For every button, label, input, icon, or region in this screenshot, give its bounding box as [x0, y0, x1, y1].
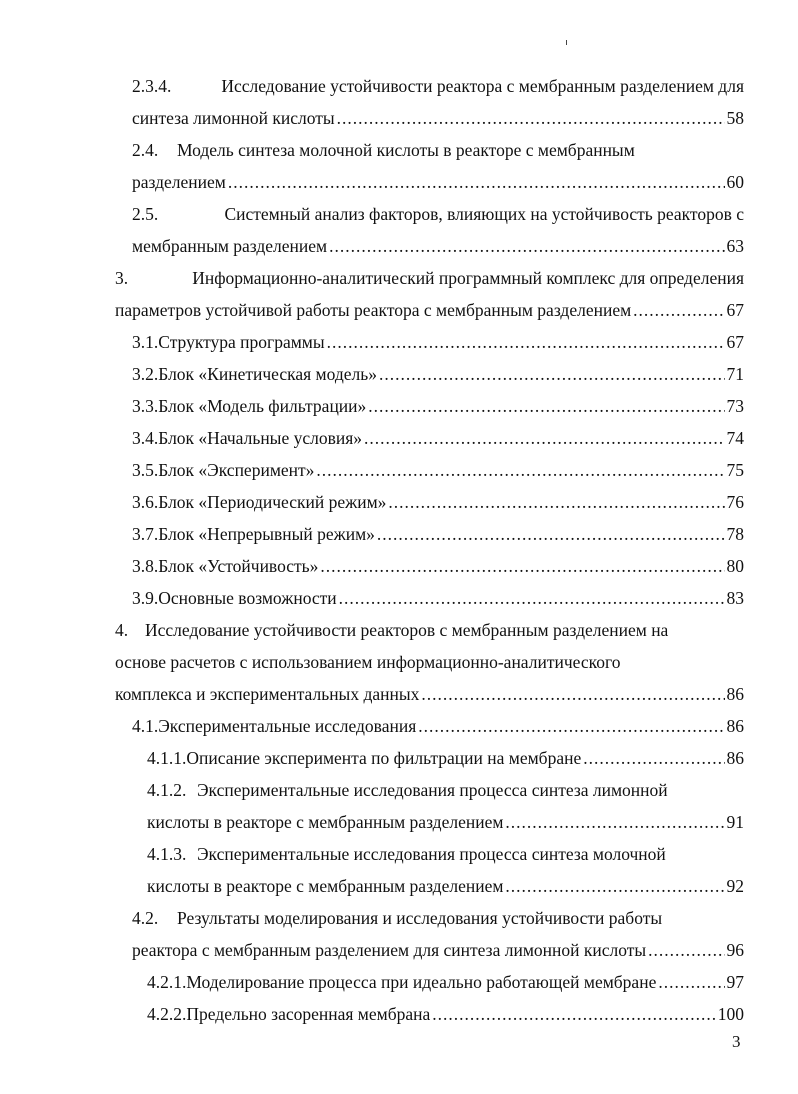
toc-number: 3.8. — [132, 556, 159, 576]
dot-leader — [379, 362, 724, 386]
toc-title-cont: параметров устойчивой работы реактора с мембранным разделением — [115, 300, 632, 320]
toc-title: Исследование устойчивости реактора с мембранным разделением для — [221, 76, 744, 96]
toc-entry-4-1-3[interactable] — [147, 842, 744, 866]
toc-title: Модель синтеза молочной кислоты в реакторе с мембранным — [177, 140, 635, 160]
toc-entry-4-1-1[interactable] — [147, 746, 744, 770]
dot-leader — [339, 586, 725, 610]
toc-title-cont: мембранным разделением — [132, 236, 328, 256]
dot-leader — [388, 490, 724, 514]
toc-entry-3-9[interactable] — [132, 586, 744, 610]
toc-entry-4-2-2[interactable] — [147, 1002, 744, 1026]
toc-entry-3-1[interactable] — [132, 330, 744, 354]
dot-leader — [633, 298, 724, 322]
toc-entry-2-3-4-cont[interactable] — [132, 106, 744, 130]
toc-title: Блок «Непрерывный режим» — [158, 524, 375, 544]
toc-number: 4.1. — [132, 716, 159, 736]
toc-page: 71 — [726, 364, 744, 384]
toc-entry-3-3[interactable] — [132, 394, 744, 418]
dot-leader — [658, 970, 724, 994]
toc-title: Системный анализ факторов, влияющих на устойчивость реакторов с — [224, 204, 744, 224]
toc-number: 3.6. — [132, 492, 159, 512]
toc-entry-2-5-cont[interactable] — [132, 234, 744, 258]
dot-leader — [648, 938, 724, 962]
toc-entry-3[interactable] — [115, 266, 744, 290]
toc-page: 58 — [726, 108, 744, 128]
toc-title: Исследование устойчивости реакторов с мембранным разделением на — [145, 620, 669, 640]
dot-leader — [316, 458, 724, 482]
toc-page: 78 — [726, 524, 744, 544]
toc-title: Блок «Начальные условия» — [158, 428, 363, 448]
dot-leader — [505, 810, 724, 834]
toc-page: 92 — [726, 876, 744, 896]
dot-leader — [432, 1002, 715, 1026]
toc-number: 4.2.1. — [147, 972, 187, 992]
toc-number: 4.2.2. — [147, 1004, 187, 1024]
toc-entry-4-cont[interactable] — [115, 650, 744, 674]
toc-title: Экспериментальные исследования — [158, 716, 417, 736]
toc-title: Структура программы — [158, 332, 325, 352]
toc-number: 2.5. — [132, 204, 159, 224]
toc-page: 96 — [726, 940, 744, 960]
toc-entry-3-5[interactable] — [132, 458, 744, 482]
toc-number: 3.5. — [132, 460, 159, 480]
toc-page: 86 — [726, 716, 744, 736]
toc-entry-4-2-cont[interactable] — [132, 938, 744, 962]
toc-number: 3. — [115, 268, 129, 288]
toc-title-cont: реактора с мембранным разделением для синтеза лимонной кислоты — [132, 940, 647, 960]
toc-page: 67 — [726, 332, 744, 352]
toc-page: 75 — [726, 460, 744, 480]
page-number: 3 — [732, 1032, 741, 1051]
toc-entry-4[interactable] — [115, 618, 744, 642]
toc-entry-2-5[interactable] — [132, 202, 744, 226]
toc-number: 3.9. — [132, 588, 159, 608]
toc-title: Блок «Кинетическая модель» — [158, 364, 378, 384]
toc-title: Блок «Устойчивость» — [158, 556, 319, 576]
toc-title: Результаты моделирования и исследования устойчивости работы — [177, 908, 663, 928]
toc-page: 60 — [726, 172, 744, 192]
toc-entry-4-1-2-cont[interactable] — [147, 810, 744, 834]
dot-leader — [329, 234, 724, 258]
toc-entry-3-8[interactable] — [132, 554, 744, 578]
dot-leader — [421, 682, 724, 706]
toc-number: 3.2. — [132, 364, 159, 384]
toc-number: 3.3. — [132, 396, 159, 416]
toc-page: 86 — [726, 684, 744, 704]
toc-entry-3-7[interactable] — [132, 522, 744, 546]
toc-title-cont: основе расчетов с использованием информационно-аналитического — [115, 652, 621, 672]
dot-leader — [377, 522, 725, 546]
toc-entry-3-cont[interactable] — [115, 298, 744, 322]
dot-leader — [364, 426, 724, 450]
dot-leader — [228, 170, 725, 194]
toc-entry-4-1[interactable] — [132, 714, 744, 738]
toc-title: Экспериментальные исследования процесса синтеза молочной — [197, 844, 666, 864]
toc-entry-4-1-3-cont[interactable] — [147, 874, 744, 898]
toc-number: 4.1.3. — [147, 844, 187, 864]
toc-page: 63 — [726, 236, 744, 256]
toc-entry-4-2[interactable] — [132, 906, 744, 930]
toc-number: 3.1. — [132, 332, 159, 352]
toc-title: Блок «Периодический режим» — [158, 492, 387, 512]
dot-leader — [583, 746, 724, 770]
dot-leader — [418, 714, 724, 738]
dot-leader — [320, 554, 724, 578]
toc-page: 67 — [726, 300, 744, 320]
toc-page: 80 — [726, 556, 744, 576]
toc-title: Предельно засоренная мембрана — [186, 1004, 431, 1024]
toc-page: 86 — [726, 748, 744, 768]
toc-number: 3.4. — [132, 428, 159, 448]
toc-title: Экспериментальные исследования процесса синтеза лимонной — [197, 780, 668, 800]
toc-title-cont: кислоты в реакторе с мембранным разделением — [147, 812, 504, 832]
toc-entry-3-2[interactable] — [132, 362, 744, 386]
toc-page: 74 — [726, 428, 744, 448]
toc-entry-2-4[interactable] — [132, 138, 744, 162]
toc-number: 2.4. — [132, 140, 159, 160]
toc-title: Информационно-аналитический программный комплекс для определения — [192, 268, 744, 288]
toc-title-cont: разделением — [132, 172, 226, 192]
toc-entry-3-4[interactable] — [132, 426, 744, 450]
dot-leader — [327, 330, 725, 354]
toc-title: Моделирование процесса при идеально работающей мембране — [186, 972, 657, 992]
toc-title: Блок «Эксперимент» — [158, 460, 315, 480]
toc-number: 4.1.2. — [147, 780, 187, 800]
toc-title: Описание эксперимента по фильтрации на мембране — [186, 748, 582, 768]
dot-leader — [368, 394, 724, 418]
toc-title: Блок «Модель фильтрации» — [158, 396, 367, 416]
toc-page: 76 — [726, 492, 744, 512]
toc-page: 91 — [726, 812, 744, 832]
toc-page: 83 — [726, 588, 744, 608]
toc-number: 3.7. — [132, 524, 159, 544]
toc-entry-4-cont2[interactable] — [115, 682, 744, 706]
toc-page: 100 — [717, 1004, 744, 1024]
dot-leader — [337, 106, 725, 130]
toc-number: 4.1.1. — [147, 748, 187, 768]
toc-entry-4-2-1[interactable] — [147, 970, 744, 994]
toc-entry-4-1-2[interactable] — [147, 778, 744, 802]
toc-entry-2-3-4[interactable] — [132, 74, 744, 98]
toc-title-cont: комплекса и экспериментальных данных — [115, 684, 420, 704]
toc-page: 73 — [726, 396, 744, 416]
toc-entry-3-6[interactable] — [132, 490, 744, 514]
scan-mark — [566, 40, 567, 45]
toc-page: 97 — [726, 972, 744, 992]
toc-number: 4. — [115, 620, 129, 640]
toc-number: 2.3.4. — [132, 76, 172, 96]
toc-entry-2-4-cont[interactable] — [132, 170, 744, 194]
toc-title-cont: синтеза лимонной кислоты — [132, 108, 335, 128]
toc-number: 4.2. — [132, 908, 159, 928]
toc-title: Основные возможности — [158, 588, 337, 608]
dot-leader — [505, 874, 724, 898]
toc-title-cont: кислоты в реакторе с мембранным разделением — [147, 876, 504, 896]
